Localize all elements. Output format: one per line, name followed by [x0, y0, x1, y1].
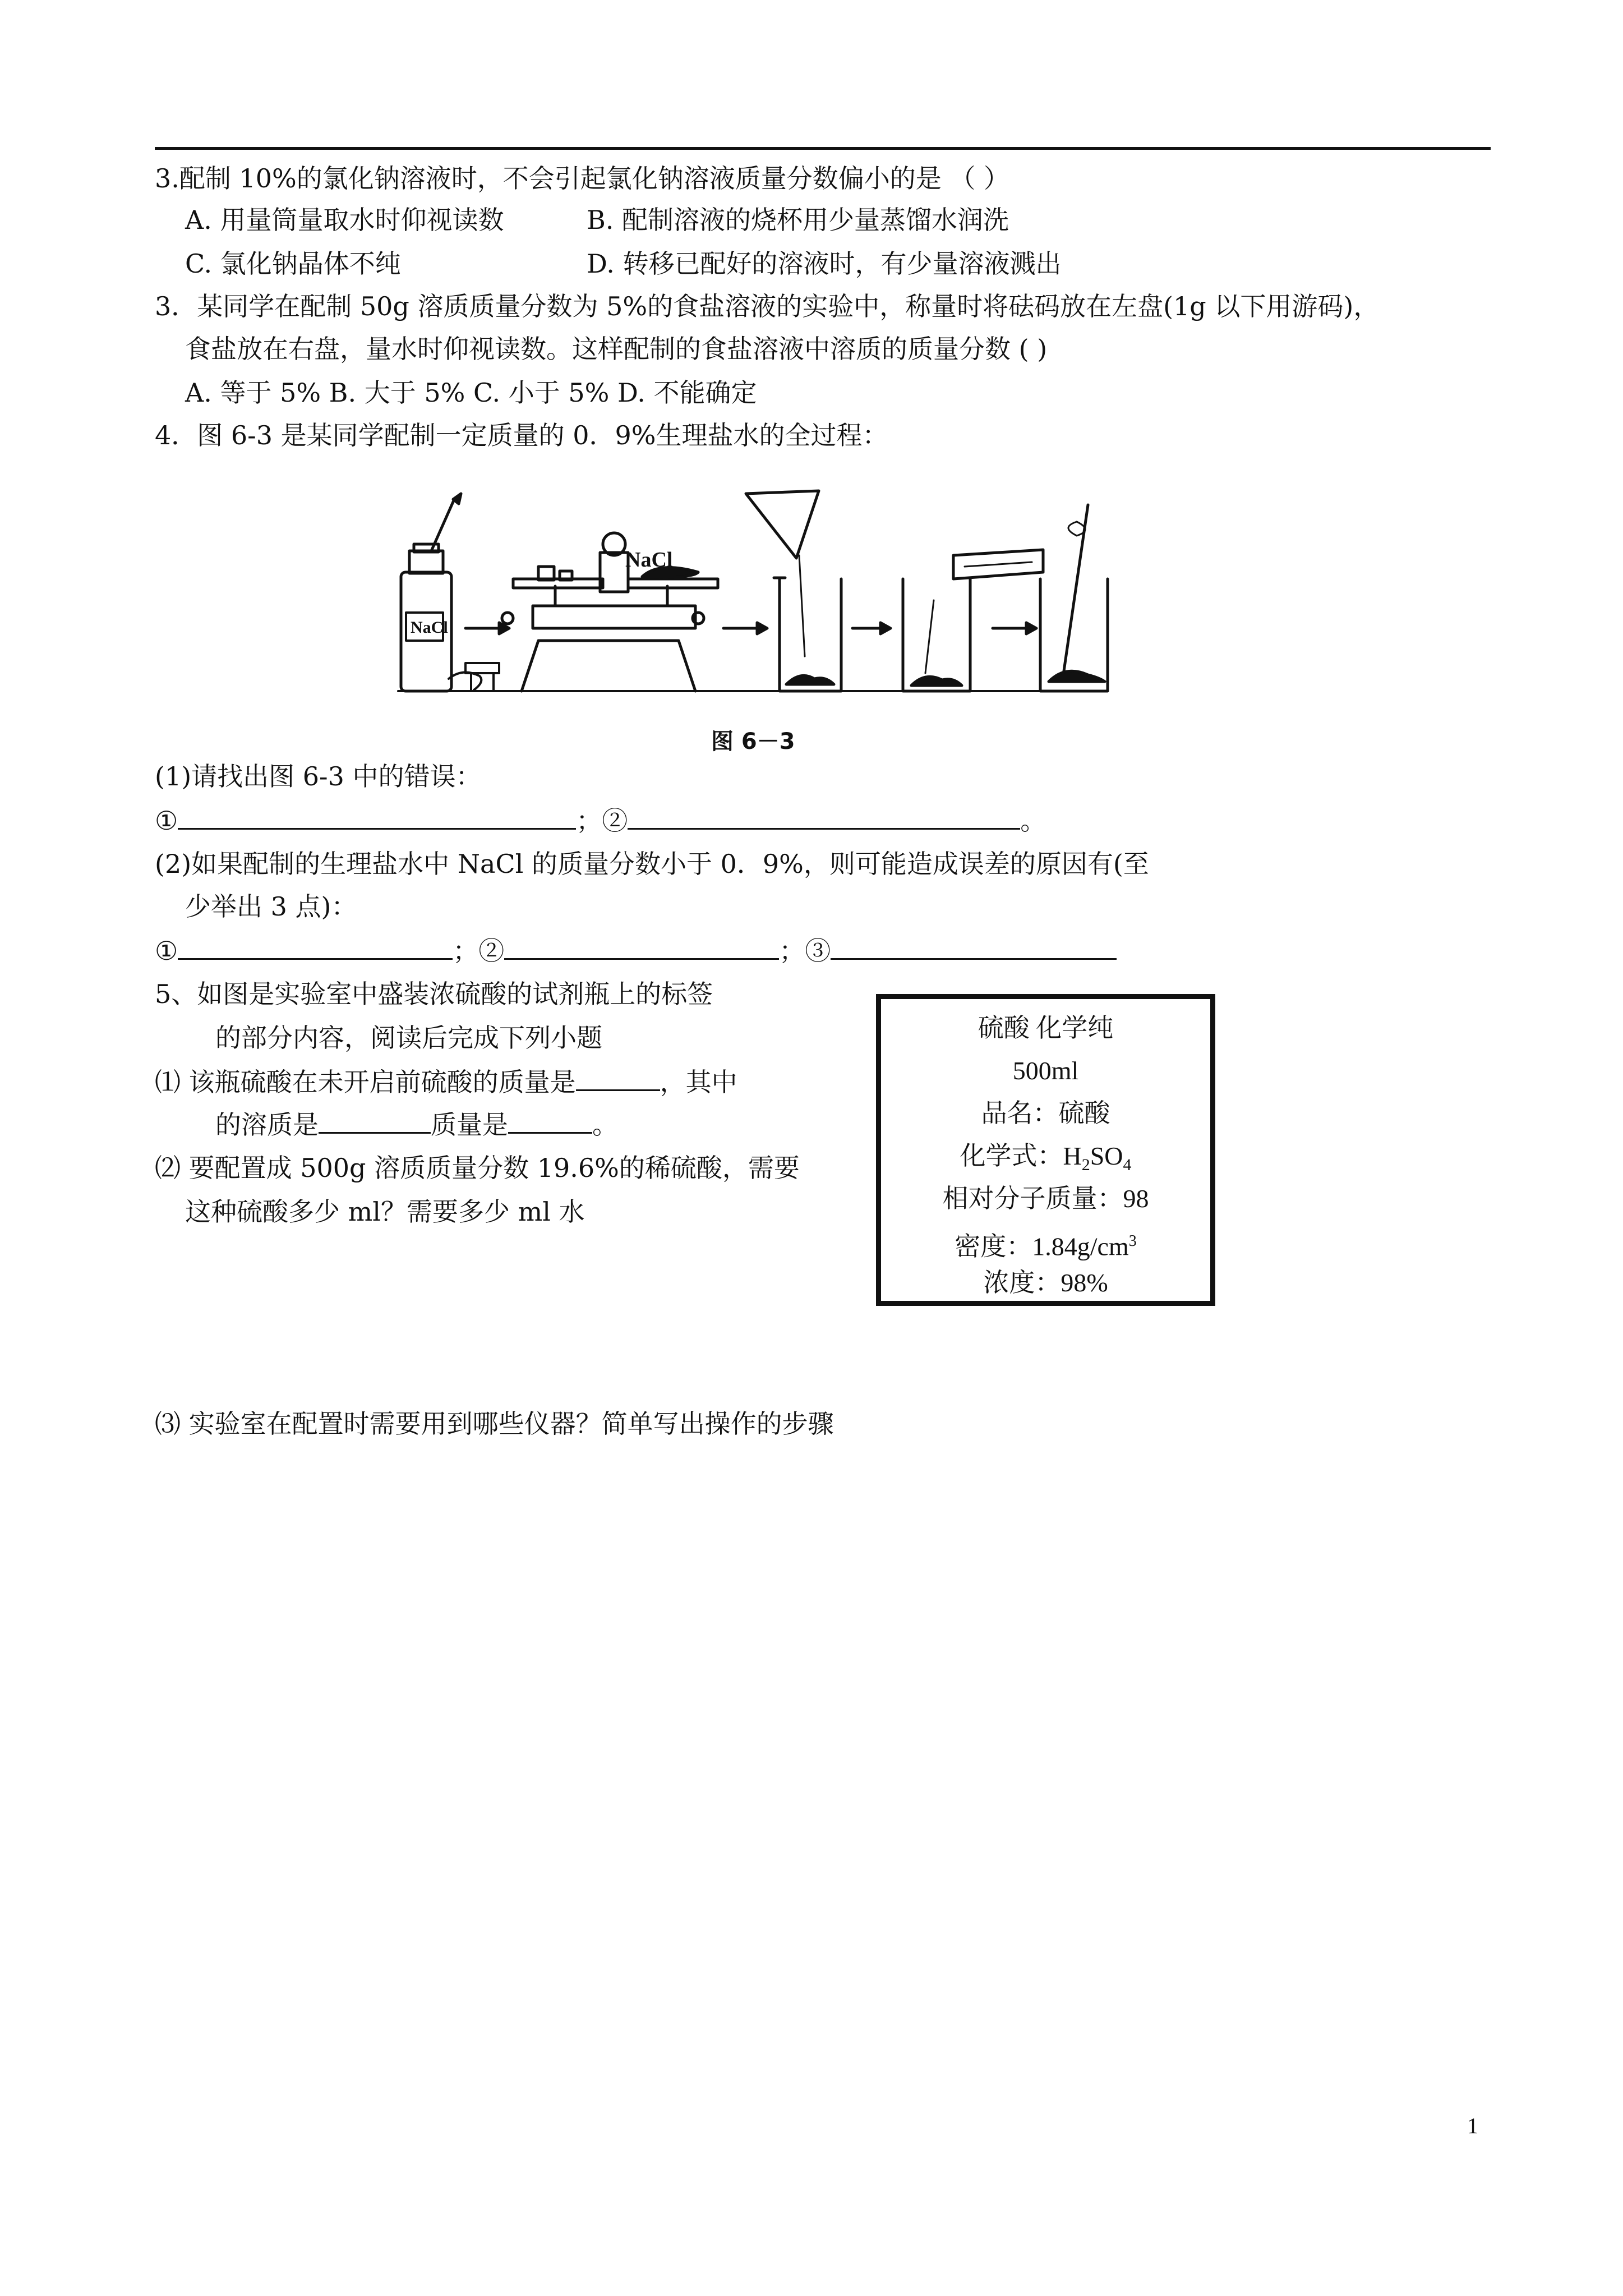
formula-so: SO	[1090, 1142, 1123, 1170]
formula-h: H	[1063, 1142, 1082, 1170]
q3b-line2: 食盐放在右盘，量水时仰视读数。这样配制的食盐溶液中溶质的质量分数 ( )	[185, 334, 1048, 364]
q3a-option-d: D. 转移已配好的溶液时，有少量溶液溅出	[587, 249, 1062, 279]
beaker-cylinder-illustration	[903, 550, 1043, 691]
formula-prefix: 化学式：	[960, 1142, 1063, 1170]
q3b-options: A. 等于 5% B. 大于 5% C. 小于 5% D. 不能确定	[185, 378, 757, 408]
q4-sub2-line1: (2)如果配制的生理盐水中 NaCl 的质量分数小于 0．9%，则可能造成误差的原因有(至	[155, 849, 1149, 879]
q5-sub1-line2	[215, 1107, 618, 1142]
q5-sub2-line2: 这种硫酸多少 ml？需要多少 ml 水	[185, 1197, 585, 1227]
q5-stem-line1: 5、如图是实验室中盛装浓硫酸的试剂瓶上的标签	[155, 979, 713, 1009]
solute-mass-blank[interactable]	[508, 1107, 592, 1134]
q5-sub1-text-d: 质量是	[431, 1110, 508, 1140]
reason-blank-2[interactable]	[504, 933, 779, 960]
marker-1: ①	[155, 936, 178, 966]
q4-sub1-answer-row	[155, 803, 1046, 838]
beaker-pour-illustration	[746, 491, 841, 691]
marker-3: ；③	[779, 936, 831, 966]
q5-stem-line2: 的部分内容，阅读后完成下列小题	[215, 1023, 602, 1053]
label-title: 硫酸 化学纯	[978, 1014, 1114, 1042]
reagent-label-box	[876, 994, 1215, 1306]
q3a-option-c: C. 氯化钠晶体不纯	[185, 249, 401, 279]
period: 。	[1020, 806, 1046, 836]
q5-sub1-text-e: 。	[592, 1110, 618, 1140]
marker-1: ①	[155, 806, 178, 836]
formula-sub-2: 2	[1081, 1156, 1090, 1175]
q3a-option-b: B. 配制溶液的烧杯用少量蒸馏水润洗	[587, 205, 1009, 235]
pan-nacl-label: NaCl	[625, 548, 673, 572]
figure-caption: 图 6－3	[711, 729, 795, 754]
q5-sub1-text-c: 的溶质是	[215, 1110, 319, 1140]
reason-blank-3[interactable]	[831, 933, 1117, 960]
page-number: 1	[1467, 2113, 1478, 2138]
q3a-stem: 3.配制 10%的氯化钠溶液时，不会引起氯化钠溶液质量分数偏小的是 （ ）	[155, 163, 1009, 194]
formula-sub-4: 4	[1123, 1156, 1132, 1175]
solute-blank[interactable]	[319, 1107, 431, 1134]
label-volume: 500ml	[1012, 1056, 1079, 1085]
answer-blank-1[interactable]	[178, 803, 576, 830]
q5-sub2-line1: ⑵ 要配置成 500g 溶质质量分数 19.6%的稀硫酸，需要	[155, 1153, 800, 1183]
q4-sub1: (1)请找出图 6-3 中的错误：	[155, 761, 482, 792]
q4-sub2-line2: 少举出 3 点)：	[185, 891, 357, 922]
reagent-bottle-illustration	[401, 494, 461, 691]
mass-blank[interactable]	[576, 1065, 660, 1091]
label-density	[881, 1225, 1210, 1263]
density-text: 密度：1.84g/cm	[955, 1232, 1129, 1261]
q5-sub3: ⑶ 实验室在配置时需要用到哪些仪器？简单写出操作的步骤	[155, 1409, 834, 1439]
q5-sub1-text-b: ，其中	[660, 1067, 737, 1097]
beaker-stir-illustration	[1040, 505, 1108, 691]
q3a-option-a: A. 用量筒量取水时仰视读数	[185, 205, 504, 235]
q4-stem: 4．图 6-3 是某同学配制一定质量的 0．9%生理盐水的全过程：	[155, 420, 888, 450]
label-molecular-weight: 相对分子质量：98	[942, 1184, 1149, 1213]
header-rule	[155, 147, 1491, 150]
reason-blank-1[interactable]	[178, 933, 453, 960]
label-product-name: 品名：硫酸	[981, 1099, 1110, 1128]
q3b-line1: 3．某同学在配制 50g 溶质质量分数为 5%的食盐溶液的实验中，称量时将砝码放在左盘(1g 以下用游码)，	[155, 291, 1380, 321]
answer-blank-2[interactable]	[628, 803, 1020, 830]
solution-prep-figure	[387, 488, 1116, 701]
marker-2: ；②	[453, 936, 505, 966]
bottle-nacl-label: NaCl	[411, 618, 448, 637]
label-concentration: 浓度：98%	[983, 1268, 1108, 1297]
marker-2: ；②	[576, 806, 628, 836]
q5-sub1-line1	[155, 1065, 737, 1099]
density-exponent: 3	[1128, 1232, 1137, 1250]
balance-illustration	[502, 533, 718, 691]
q5-sub1-text-a: ⑴ 该瓶硫酸在未开启前硫酸的质量是	[155, 1067, 576, 1097]
label-formula	[881, 1139, 1210, 1182]
q4-sub2-answer-row	[155, 933, 1117, 968]
